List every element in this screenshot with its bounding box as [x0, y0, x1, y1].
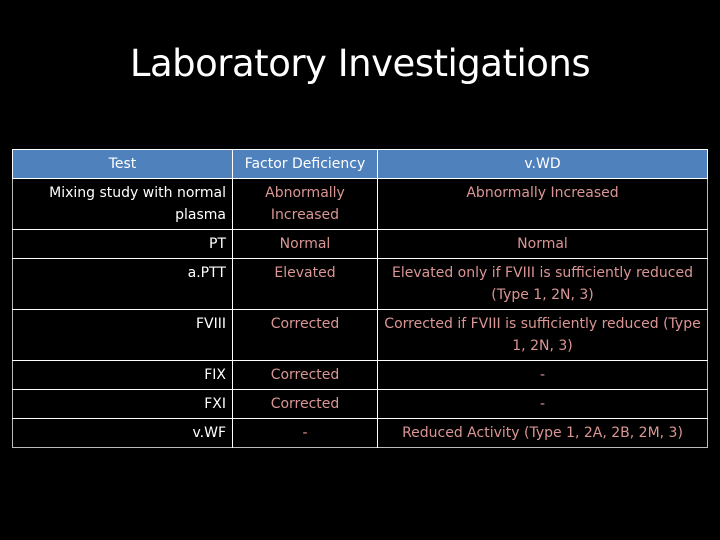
- factor-deficiency-result: Corrected: [233, 310, 378, 361]
- test-name: PT: [13, 230, 233, 259]
- vwd-result: -: [378, 390, 708, 419]
- table-row: [13, 179, 708, 230]
- table-row: [13, 361, 708, 390]
- test-name: FIX: [13, 361, 233, 390]
- vwd-result: Normal: [378, 230, 708, 259]
- test-name: a.PTT: [13, 259, 233, 310]
- table-row: [13, 419, 708, 448]
- column-header-factor-deficiency: Factor Deficiency: [233, 150, 378, 179]
- factor-deficiency-result: Abnormally Increased: [233, 179, 378, 230]
- column-header-vwd: v.WD: [378, 150, 708, 179]
- column-header-test: Test: [13, 150, 233, 179]
- test-name: v.WF: [13, 419, 233, 448]
- page-title: Laboratory Investigations: [129, 42, 591, 85]
- vwd-result: Reduced Activity (Type 1, 2A, 2B, 2M, 3): [378, 419, 708, 448]
- table-row: [13, 230, 708, 259]
- table-row: [13, 310, 708, 361]
- vwd-result: Abnormally Increased: [378, 179, 708, 230]
- table-row: [13, 390, 708, 419]
- vwd-result: Elevated only if FVIII is sufficiently reduced (Type 1, 2N, 3): [378, 259, 708, 310]
- factor-deficiency-result: Normal: [233, 230, 378, 259]
- vwd-result: -: [378, 361, 708, 390]
- test-name: FXI: [13, 390, 233, 419]
- lab-investigations-table: [12, 149, 708, 448]
- factor-deficiency-result: Corrected: [233, 390, 378, 419]
- factor-deficiency-result: Elevated: [233, 259, 378, 310]
- table-header-row: [13, 150, 708, 179]
- table-row: [13, 259, 708, 310]
- test-name: Mixing study with normal plasma: [13, 179, 233, 230]
- factor-deficiency-result: Corrected: [233, 361, 378, 390]
- vwd-result: Corrected if FVIII is sufficiently reduced (Type 1, 2N, 3): [378, 310, 708, 361]
- test-name: FVIII: [13, 310, 233, 361]
- factor-deficiency-result: -: [233, 419, 378, 448]
